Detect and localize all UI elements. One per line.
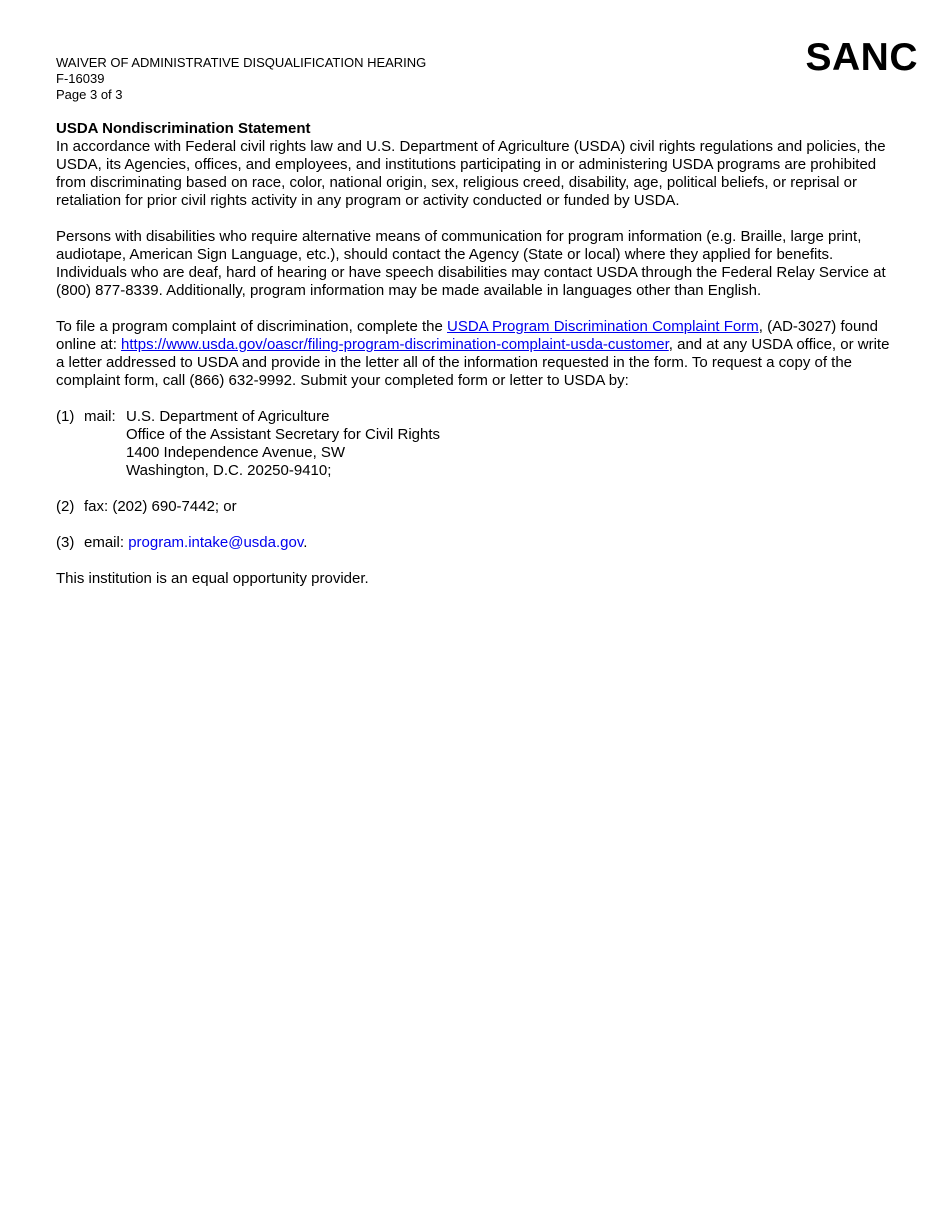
address-line: Washington, D.C. 20250-9410; <box>126 462 332 479</box>
list-number: (1) <box>56 408 75 425</box>
email-entry <box>84 534 307 552</box>
address-line: U.S. Department of Agriculture <box>126 408 330 425</box>
page-info: Page 3 of 3 <box>56 87 123 102</box>
complaint-text-2: , (AD-3027) found online at: <box>56 318 878 353</box>
complaint-form-link[interactable]: USDA Program Discrimination Complaint Form <box>447 318 759 335</box>
email-suffix: . <box>303 534 308 551</box>
paragraph-civil-rights: In accordance with Federal civil rights law and U.S. Department of Agriculture (USDA) civil rights regulations and policies, the USDA, its Agencies, offices, and employees, and institutions participating in or administering USDA programs are prohibited from discriminating based on race, color, national origin, sex, religious creed, disability, age, political beliefs, or reprisal or retaliation for prior civil rights activity in any program or activity conducted or funded by USDA. <box>56 138 886 209</box>
document-page <box>56 55 896 606</box>
fax-text: fax: (202) 690-7442; or <box>84 498 237 515</box>
paragraph-disabilities: Persons with disabilities who require alternative means of communication for program information (e.g. Braille, large print, audiotape, American Sign Language, etc.), should contact the Agency (State or local) where they applied for benefits. Individuals who are deaf, hard of hearing or have speech disabilities may contact USDA through the Federal Relay Service at (800) 877-8339. Additionally, program information may be made available in languages other than English. <box>56 228 886 299</box>
form-header <box>56 55 896 103</box>
fax-item <box>56 498 896 516</box>
list-number: (2) <box>56 498 75 515</box>
email-label: email: <box>84 534 129 551</box>
brand-logo: SANC <box>805 36 918 79</box>
list-number: (3) <box>56 534 75 551</box>
complaint-text-3: , and at any USDA office, or write a letter addressed to USDA and provide in the letter all of the information requested in the form. To request a copy of the complaint form, call (866) 632-9992. Submit your completed form or letter to USDA by: <box>56 336 890 389</box>
address-line: Office of the Assistant Secretary for Civil Rights <box>126 426 441 443</box>
email-item <box>56 534 896 552</box>
section-title: USDA Nondiscrimination Statement <box>56 120 311 137</box>
closing-statement: This institution is an equal opportunity provider. <box>56 570 369 587</box>
mail-item <box>56 408 896 480</box>
paragraph-complaint <box>56 318 896 390</box>
complaint-text-1: To file a program complaint of discrimination, complete the <box>56 318 448 335</box>
form-number: F-16039 <box>56 71 105 86</box>
form-title: WAIVER OF ADMINISTRATIVE DISQUALIFICATION HEARING <box>56 55 427 70</box>
email-link[interactable]: program.intake@usda.gov <box>128 534 304 551</box>
address-line: 1400 Independence Avenue, SW <box>126 444 346 461</box>
complaint-url-link[interactable]: https://www.usda.gov/oascr/filing-program-discrimination-complaint-usda-customer <box>121 336 669 353</box>
mail-label: mail: <box>84 408 116 425</box>
mail-address <box>126 408 440 480</box>
